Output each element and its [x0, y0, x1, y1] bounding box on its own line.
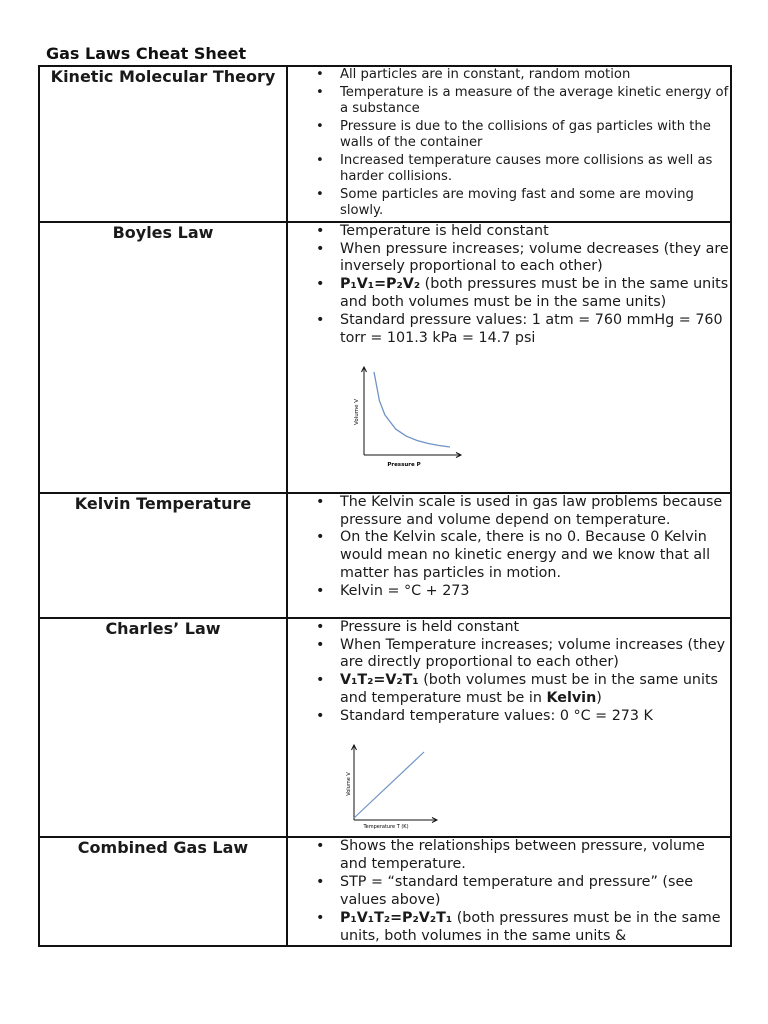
bullet-list: [288, 494, 730, 601]
boyles-chart-wrap: [288, 348, 730, 474]
row-boyles-law: [39, 222, 731, 493]
combined-formula: P₁V₁T₂=P₂V₂T₁: [340, 909, 453, 926]
boyles-law-chart: [354, 366, 470, 470]
bullet-item: [340, 672, 730, 708]
bullet-item: • All particles are in constant, random motion: [340, 67, 730, 83]
inverse-curve: [374, 372, 450, 447]
bullet-list: [288, 619, 730, 726]
bullet-list: [288, 223, 730, 348]
direct-line: [354, 752, 424, 818]
section-heading: Charles’ Law: [39, 618, 287, 837]
section-body: [287, 222, 731, 493]
row-charles-law: [39, 618, 731, 837]
bullet-item: • When pressure increases; volume decreases (they are inversely proportional to each other): [340, 241, 730, 277]
section-body: [287, 837, 731, 946]
bullet-item: • Shows the relationships between pressure, volume and temperature.: [340, 838, 730, 874]
formula-note: (both pressures must be in the same units and both volumes must be in the same units): [340, 276, 729, 311]
x-axis-label: Pressure P: [387, 461, 421, 468]
boyles-formula: P₁V₁=P₂V₂: [340, 276, 421, 293]
section-heading: Kinetic Molecular Theory: [39, 66, 287, 222]
formula-note: (both pressures must be in the same units, both volumes in the same units &: [340, 909, 721, 944]
bullet-item: • Pressure is held constant: [340, 619, 730, 637]
section-heading: Kelvin Temperature: [39, 493, 287, 618]
row-kinetic-molecular-theory: [39, 66, 731, 222]
bullet-list: [288, 67, 730, 219]
bullet-item: [340, 910, 730, 946]
row-kelvin-temperature: [39, 493, 731, 618]
y-axis-label: Volume V: [354, 398, 360, 425]
bullet-item: • Standard pressure values: 1 atm = 760 mmHg = 760 torr = 101.3 kPa = 14.7 psi: [340, 312, 730, 348]
row-combined-gas-law: [39, 837, 731, 946]
charles-chart-wrap: [288, 726, 730, 836]
formula-note: (both volumes must be in the same units and temperature must be in: [340, 672, 718, 707]
y-axis-label: Volume V: [346, 772, 352, 796]
gas-laws-table: [38, 65, 732, 947]
section-body: [287, 493, 731, 618]
bullet-item: [340, 276, 730, 312]
formula-note-end: ): [596, 690, 602, 707]
section-body: [287, 66, 731, 222]
bullet-list: [288, 838, 730, 945]
section-heading: Combined Gas Law: [39, 837, 287, 946]
bullet-item: • Pressure is due to the collisions of gas particles with the walls of the container: [340, 119, 730, 152]
x-axis-label: Temperature T (K): [363, 824, 409, 831]
bullet-item: • Some particles are moving fast and some are moving slowly.: [340, 187, 730, 220]
bullet-item: • Temperature is a measure of the average kinetic energy of a substance: [340, 85, 730, 118]
bullet-item: • The Kelvin scale is used in gas law problems because pressure and volume depend on temperature.: [340, 494, 730, 530]
charles-formula: V₁T₂=V₂T₁: [340, 672, 419, 689]
charles-law-chart: [344, 744, 454, 832]
bullet-item: • Kelvin = °C + 273: [340, 583, 730, 601]
bullet-item: • On the Kelvin scale, there is no 0. Because 0 Kelvin would mean no kinetic energy and we know that all matter has particles in motion.: [340, 529, 730, 583]
bullet-item: • STP = “standard temperature and pressure” (see values above): [340, 874, 730, 910]
bullet-item: • Standard temperature values: 0 °C = 273 K: [340, 708, 730, 726]
bullet-item: • Temperature is held constant: [340, 223, 730, 241]
bullet-item: • When Temperature increases; volume increases (they are directly proportional to each other): [340, 637, 730, 673]
page-title: Gas Laws Cheat Sheet: [46, 44, 247, 63]
bullet-item: • Increased temperature causes more collisions as well as harder collisions.: [340, 153, 730, 186]
section-heading: Boyles Law: [39, 222, 287, 493]
section-body: [287, 618, 731, 837]
kelvin-emphasis: Kelvin: [546, 690, 597, 707]
